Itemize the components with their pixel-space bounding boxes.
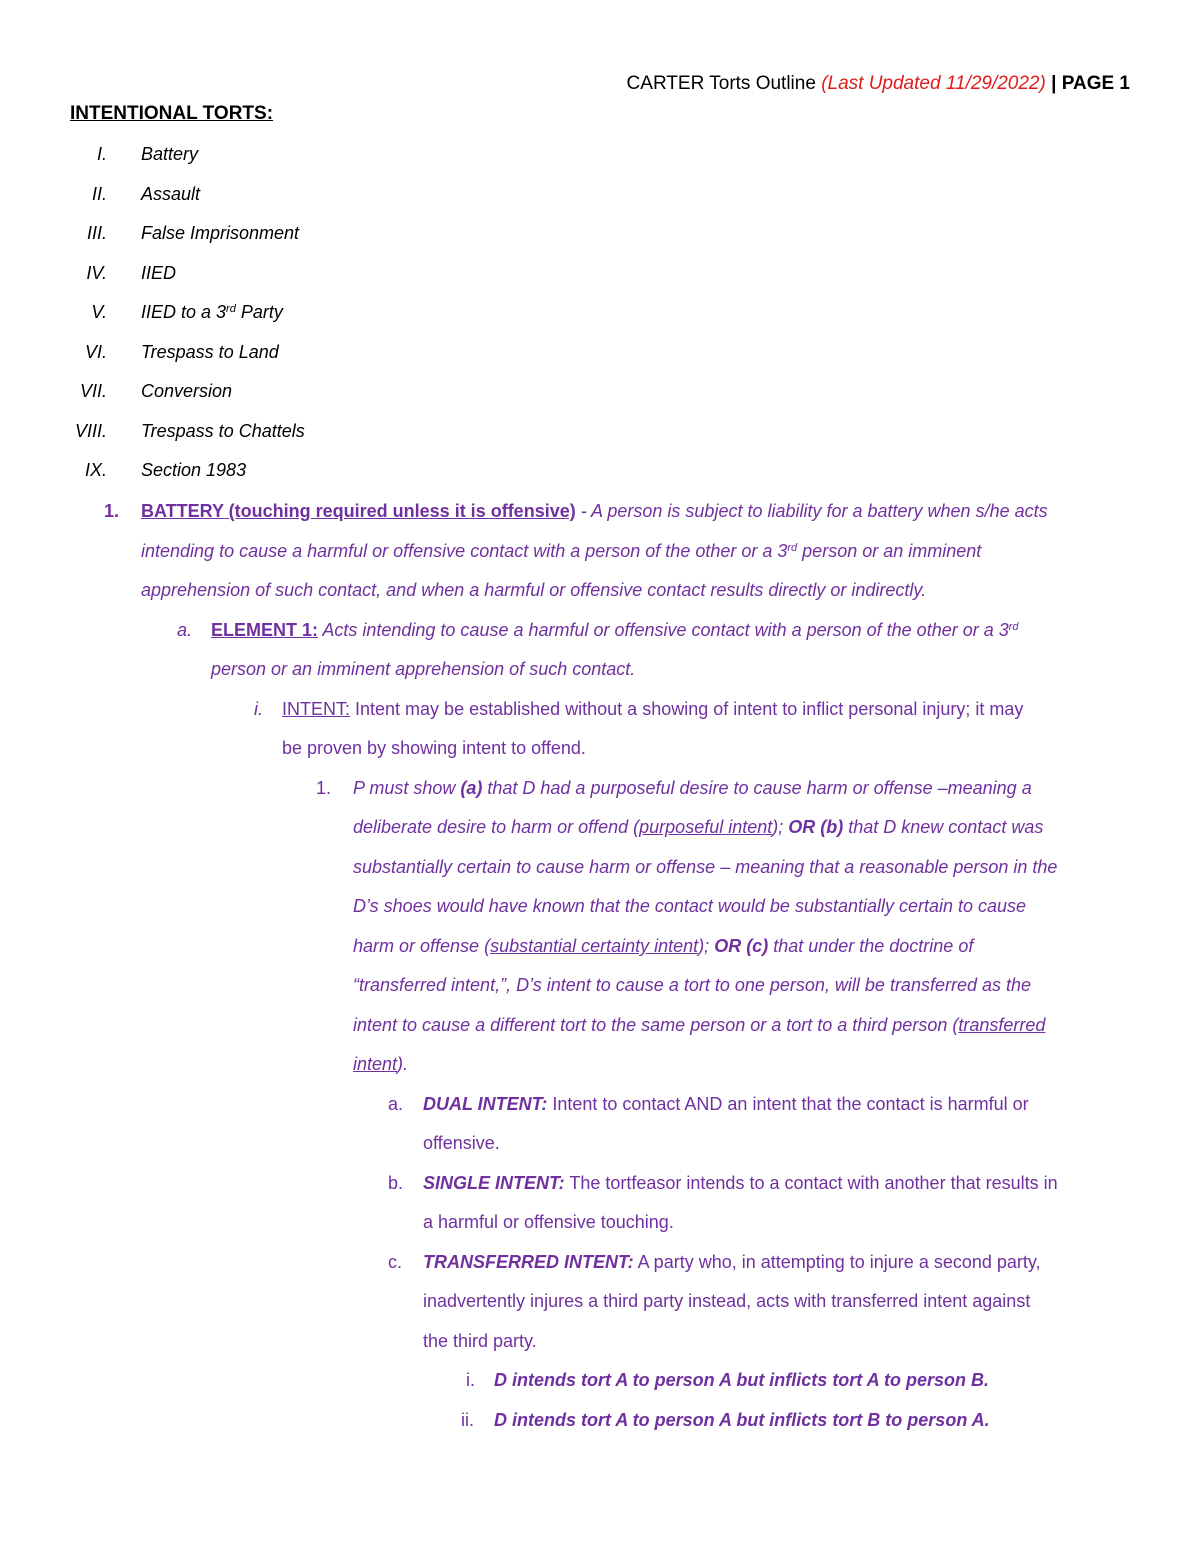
p-must-marker-b: OR (b) bbox=[788, 817, 844, 837]
toc-item bbox=[0, 302, 1200, 342]
p-must-text: intent to cause a different tort to the same person or a tort to a third person ( bbox=[353, 1015, 959, 1035]
purposeful-intent-term: purposeful intent bbox=[639, 817, 773, 837]
p-must-line-2 bbox=[353, 815, 1043, 839]
toc-item bbox=[0, 460, 1200, 500]
p-must-text: that under the doctrine of bbox=[768, 936, 974, 956]
section-title: INTENTIONAL TORTS: bbox=[70, 103, 274, 124]
example-ii-text: D intends tort A to person A but inflicts tort B to person A. bbox=[494, 1410, 990, 1430]
toc-number: IX. bbox=[84, 460, 107, 480]
p-must-text: ); bbox=[698, 936, 715, 956]
toc-item bbox=[0, 342, 1200, 382]
single-intent-text: The tortfeasor intends to a contact with another that results in bbox=[564, 1173, 1058, 1193]
element1-superscript: rd bbox=[1008, 621, 1019, 633]
dual-intent-label: DUAL INTENT: bbox=[423, 1094, 548, 1114]
toc-number: I. bbox=[96, 144, 107, 164]
intent-line-2: be proven by showing intent to offend. bbox=[282, 738, 586, 758]
battery-definition-line-2 bbox=[141, 539, 981, 563]
transferred-intent-line-3: the third party. bbox=[423, 1331, 537, 1351]
p-must-marker-a: (a) bbox=[460, 778, 483, 798]
toc-label-text-end: Party bbox=[235, 302, 283, 322]
transferred-intent-label: TRANSFERRED INTENT: bbox=[423, 1252, 634, 1272]
single-intent-line-1 bbox=[423, 1171, 1058, 1195]
p-must-text: ); bbox=[772, 817, 789, 837]
intent-line-1 bbox=[282, 697, 1023, 721]
header-page-number: PAGE 1 bbox=[1061, 73, 1130, 94]
toc-number: II. bbox=[91, 183, 107, 204]
dual-intent-number: a. bbox=[388, 1094, 404, 1114]
p-must-text: P must show bbox=[353, 778, 461, 798]
battery-definition-text-end: person or an imminent bbox=[797, 541, 982, 561]
toc-label: Conversion bbox=[141, 381, 233, 401]
transferred-intent-term: transferred bbox=[958, 1015, 1046, 1035]
toc-label: Trespass to Chattels bbox=[141, 420, 305, 441]
toc-label: False Imprisonment bbox=[141, 223, 300, 243]
p-must-text: that D knew contact was bbox=[843, 817, 1044, 837]
battery-definition-line-1 bbox=[141, 499, 1048, 523]
p-must-text: harm or offense ( bbox=[353, 936, 491, 956]
p-must-line-8 bbox=[353, 1052, 408, 1076]
toc-item bbox=[0, 421, 1200, 461]
toc-label: IIED bbox=[141, 262, 177, 283]
toc-label-text: IIED to a 3 bbox=[141, 302, 227, 322]
single-intent-number: b. bbox=[388, 1173, 404, 1193]
p-must-line-5 bbox=[353, 934, 973, 958]
element1-line-1 bbox=[211, 618, 1019, 642]
substantial-certainty-term: substantial certainty intent bbox=[490, 936, 699, 956]
battery-definition-text: - A person is subject to liability for a battery when s/he acts bbox=[575, 501, 1048, 521]
intent-number: i. bbox=[254, 699, 263, 719]
page-header bbox=[627, 73, 1130, 95]
header-title: CARTER Torts Outline bbox=[626, 73, 822, 94]
transferred-intent-line-1 bbox=[423, 1250, 1041, 1274]
toc-item bbox=[0, 223, 1200, 263]
header-separator: | bbox=[1045, 73, 1062, 94]
toc-number: III. bbox=[86, 223, 107, 243]
example-i-text: D intends tort A to person A but inflicts tort A to person B. bbox=[494, 1370, 989, 1390]
transferred-intent-text: A party who, in attempting to injure a second party, bbox=[633, 1252, 1041, 1272]
p-must-text: that D had a purposeful desire to cause harm or offense –meaning a bbox=[482, 778, 1032, 798]
p-must-line-1 bbox=[353, 776, 1032, 800]
single-intent-line-2: a harmful or offensive touching. bbox=[423, 1212, 674, 1232]
element1-line-2: person or an imminent apprehension of such contact. bbox=[211, 659, 636, 679]
toc-label-superscript: rd bbox=[226, 303, 236, 315]
header-updated: (Last Updated 11/29/2022) bbox=[821, 73, 1046, 94]
toc-item bbox=[0, 184, 1200, 224]
p-must-number: 1. bbox=[316, 778, 332, 798]
dual-intent-line-1 bbox=[423, 1092, 1029, 1116]
toc-number: V. bbox=[91, 302, 107, 322]
toc-label: Trespass to Land bbox=[141, 341, 279, 362]
toc-item bbox=[0, 144, 1200, 184]
example-ii-number: ii. bbox=[461, 1410, 474, 1430]
example-i-number: i. bbox=[466, 1370, 475, 1390]
p-must-line-4: D’s shoes would have known that the contact would be substantially certain to cause bbox=[353, 896, 1027, 916]
p-must-text: deliberate desire to harm or offend ( bbox=[353, 817, 640, 837]
single-intent-label: SINGLE INTENT: bbox=[423, 1173, 565, 1193]
toc-number: VIII. bbox=[74, 420, 107, 441]
p-must-line-7 bbox=[353, 1013, 1045, 1037]
transferred-intent-line-2: inadvertently injures a third party instead, acts with transferred intent against bbox=[423, 1291, 1031, 1311]
toc-number: VI. bbox=[84, 341, 107, 362]
element1-text: Acts intending to cause a harmful or offensive contact with a person of the other or a 3 bbox=[318, 620, 1009, 640]
element1-label: ELEMENT 1: bbox=[211, 620, 319, 640]
toc-item bbox=[0, 263, 1200, 303]
dual-intent-line-2: offensive. bbox=[423, 1133, 500, 1153]
battery-definition-line-3: apprehension of such contact, and when a harmful or offensive contact results directly or indirectly. bbox=[141, 580, 927, 600]
toc-number: IV. bbox=[86, 262, 107, 283]
battery-definition-text: intending to cause a harmful or offensive contact with a person of the other or a 3 bbox=[141, 541, 788, 561]
battery-number: 1. bbox=[104, 501, 120, 521]
toc-item bbox=[0, 381, 1200, 421]
p-must-line-3: substantially certain to cause harm or offense – meaning that a reasonable person in the bbox=[353, 857, 1058, 877]
intent-text: Intent may be established without a showing of intent to inflict personal injury; it may bbox=[350, 699, 1024, 719]
dual-intent-text: Intent to contact AND an intent that the contact is harmful or bbox=[547, 1094, 1029, 1114]
toc-label: Assault bbox=[141, 183, 201, 204]
transferred-intent-number: c. bbox=[388, 1252, 403, 1272]
battery-superscript: rd bbox=[787, 542, 798, 554]
p-must-marker-c: OR (c) bbox=[714, 936, 769, 956]
p-must-line-6: “transferred intent,”, D’s intent to cause a tort to one person, will be transferred as the bbox=[353, 975, 1032, 995]
p-must-text: ). bbox=[397, 1054, 409, 1074]
toc-label bbox=[141, 302, 283, 323]
toc-list bbox=[0, 144, 1200, 500]
toc-label: Battery bbox=[141, 144, 199, 164]
toc-number: VII. bbox=[79, 381, 107, 401]
battery-heading: BATTERY (touching required unless it is offensive) bbox=[141, 501, 576, 521]
transferred-intent-term-end: intent bbox=[353, 1054, 398, 1074]
intent-label: INTENT: bbox=[282, 699, 351, 719]
toc-label: Section 1983 bbox=[141, 460, 247, 480]
element1-number: a. bbox=[177, 620, 193, 640]
